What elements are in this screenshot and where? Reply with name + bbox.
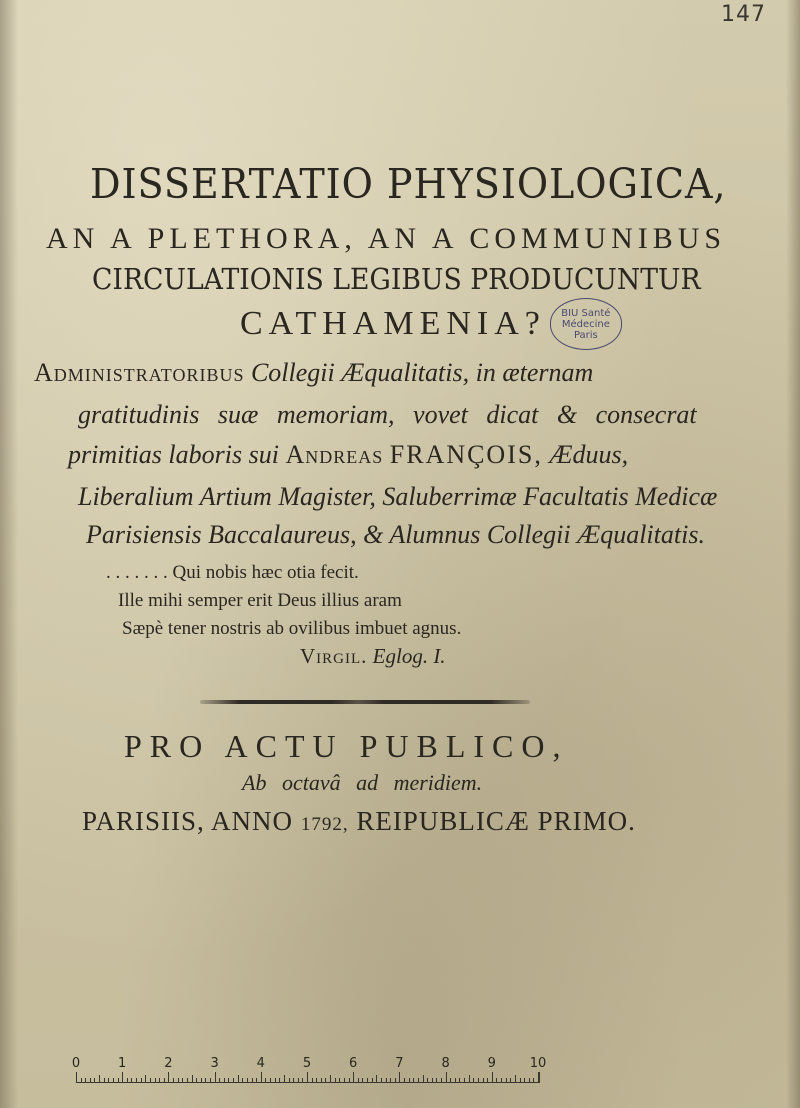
ruler-tick: [159, 1078, 160, 1082]
act-time: Ab octavâ ad meridiem.: [242, 770, 483, 795]
ruler-tick: [515, 1075, 516, 1082]
ruler-tick: [192, 1075, 193, 1082]
title-line-2: AN A PLETHORA, AN A COMMUNIBUS: [46, 222, 727, 255]
ruler-tick: [238, 1075, 239, 1082]
ruler-tick: [168, 1072, 169, 1082]
ruler-tick: [265, 1078, 266, 1082]
ruler-tick: [108, 1078, 109, 1082]
ruler-tick: [441, 1078, 442, 1082]
ruler-tick: [113, 1078, 114, 1082]
dedication-forename: Andreas: [285, 440, 384, 469]
ruler-tick: [256, 1078, 257, 1082]
ruler-tick: [349, 1078, 350, 1082]
ruler-tick: [533, 1078, 534, 1082]
ruler-tick: [372, 1078, 373, 1082]
act-place-date: [82, 806, 636, 837]
ruler-tick: [353, 1072, 354, 1082]
ruler-tick: [196, 1078, 197, 1082]
dedication-line-4: Liberalium Artium Magister, Saluberrimæ Facultatis Medicæ: [78, 482, 718, 511]
ruler-label: 2: [164, 1056, 173, 1071]
ruler-label: 9: [487, 1056, 496, 1071]
verse-source: Eglog. I.: [372, 644, 446, 668]
ruler-tick: [432, 1078, 433, 1082]
ruler-label: 8: [441, 1056, 450, 1071]
library-stamp: [550, 298, 622, 350]
act-place: PARISIIS, ANNO: [82, 806, 294, 836]
ruler-tick: [483, 1078, 484, 1082]
ruler-tick: [312, 1078, 313, 1082]
ruler-tick: [228, 1078, 229, 1082]
ruler-tick: [284, 1075, 285, 1082]
verse-line-2: Ille mihi semper erit Deus illius aram: [118, 590, 402, 611]
verse-author: Virgil.: [300, 644, 368, 668]
ruler-tick: [219, 1078, 220, 1082]
ruler-tick: [224, 1078, 225, 1082]
ruler-tick: [446, 1072, 447, 1082]
verse-line-1-text: Qui nobis hæc otia fecit.: [172, 562, 359, 583]
ruler-tick: [182, 1078, 183, 1082]
verse-line-3: Sæpè tener nostris ab ovilibus imbuet agnus.: [122, 618, 462, 639]
dedication-line-2: gratitudinis suæ memoriam, vovet dicat & consecrat: [78, 400, 697, 429]
ruler-tick: [459, 1078, 460, 1082]
dedication-line-5: Parisiensis Baccalaureus, & Alumnus Collegii Æqualitatis.: [86, 520, 705, 549]
dedication-surname: FRANÇOIS,: [389, 440, 543, 469]
ruler-tick: [164, 1078, 165, 1082]
ruler-tick: [215, 1072, 216, 1082]
ruler-tick: [261, 1072, 262, 1082]
ruler-tick: [450, 1078, 451, 1082]
ruler-tick: [316, 1078, 317, 1082]
ruler-tick: [131, 1078, 132, 1082]
ruler-tick: [538, 1072, 539, 1082]
ornamental-rule: [200, 700, 530, 704]
ruler-tick: [362, 1078, 363, 1082]
ruler-tick: [367, 1078, 368, 1082]
ruler-tick: [464, 1078, 465, 1082]
ruler-tick: [187, 1078, 188, 1082]
ruler-tick: [233, 1078, 234, 1082]
ruler-tick: [298, 1078, 299, 1082]
stamp-line-3: Paris: [573, 329, 598, 341]
ruler-tick: [404, 1078, 405, 1082]
ruler-tick: [90, 1078, 91, 1082]
ruler-tick: [289, 1078, 290, 1082]
ruler-tick: [501, 1078, 502, 1082]
ruler-tick: [270, 1078, 271, 1082]
dedication-line-1: [34, 358, 593, 388]
ruler-tick: [418, 1078, 419, 1082]
ruler-tick: [399, 1072, 400, 1082]
ruler-tick: [344, 1078, 345, 1082]
ruler-tick: [205, 1078, 206, 1082]
ruler-tick: [325, 1078, 326, 1082]
scale-ruler: [71, 1056, 547, 1082]
ruler-label: 6: [349, 1056, 358, 1071]
ruler-tick: [330, 1075, 331, 1082]
ruler-tick: [427, 1078, 428, 1082]
ruler-tick: [155, 1078, 156, 1082]
ruler-tick: [478, 1078, 479, 1082]
ruler-tick: [145, 1075, 146, 1082]
dedication-administratoribus: Administratoribus: [34, 358, 245, 387]
ruler-tick: [423, 1075, 424, 1082]
ruler-tick: [376, 1075, 377, 1082]
ruler-label: 1: [118, 1056, 127, 1071]
ruler-tick: [496, 1078, 497, 1082]
ruler-tick: [104, 1078, 105, 1082]
ruler-tick: [302, 1078, 303, 1082]
ruler-tick: [436, 1078, 437, 1082]
title-line-4: CATHAMENIA?: [240, 305, 546, 342]
ruler-tick: [473, 1078, 474, 1082]
ruler-tick: [99, 1075, 100, 1082]
ruler-tick: [210, 1078, 211, 1082]
ruler-tick: [506, 1078, 507, 1082]
dedication-line-1-text: Collegii Æqualitatis, in æternam: [250, 358, 594, 387]
ruler-tick: [242, 1078, 243, 1082]
ruler-tick: [173, 1078, 174, 1082]
title-line-1: DISSERTATIO PHYSIOLOGICA,: [90, 160, 727, 208]
ruler-tick: [469, 1075, 470, 1082]
dedication-line-3-text-a: primitias laboris sui: [68, 440, 279, 469]
ruler-tick: [529, 1078, 530, 1082]
act-year: 1792,: [300, 814, 349, 835]
ruler-tick: [339, 1078, 340, 1082]
ruler-label: 7: [395, 1056, 404, 1071]
ruler-tick: [247, 1078, 248, 1082]
ruler-tick: [390, 1078, 391, 1082]
ruler-tick: [524, 1078, 525, 1082]
ruler-tick: [335, 1078, 336, 1082]
ruler-tick: [127, 1078, 128, 1082]
ruler-label: 5: [302, 1056, 312, 1071]
ruler-tick: [487, 1078, 488, 1082]
ruler-tick: [492, 1072, 493, 1082]
ruler-label: 10: [529, 1056, 547, 1071]
ruler-tick: [85, 1078, 86, 1082]
act-republic-year: REIPUBLICÆ PRIMO.: [356, 806, 636, 836]
stamp-line-2: Médecine: [561, 318, 610, 330]
ruler-tick: [201, 1078, 202, 1082]
ruler-tick: [275, 1078, 276, 1082]
page-edge-shadow-left: [0, 0, 18, 1108]
ruler-label: 4: [256, 1056, 265, 1071]
ruler-label: 3: [210, 1056, 219, 1071]
ruler-tick: [386, 1078, 387, 1082]
ruler-label: 0: [71, 1056, 81, 1071]
ruler-tick: [413, 1078, 414, 1082]
ruler-tick: [178, 1078, 179, 1082]
ruler-tick: [321, 1078, 322, 1082]
ruler-tick: [409, 1078, 410, 1082]
dedication-line-3: [68, 440, 628, 470]
verse-line-1: [106, 562, 359, 584]
verse-ellipsis: . . . . . . .: [106, 562, 168, 583]
ruler-tick: [307, 1072, 308, 1082]
title-line-4-row: [240, 298, 622, 350]
dedication-line-3-text-b: Æduus,: [549, 440, 629, 469]
ruler-tick: [293, 1078, 294, 1082]
ruler-tick: [252, 1078, 253, 1082]
ruler-tick: [150, 1078, 151, 1082]
ruler-tick: [520, 1078, 521, 1082]
ruler-tick: [76, 1072, 77, 1082]
ruler-tick: [455, 1078, 456, 1082]
ruler-tick: [279, 1078, 280, 1082]
ruler-tick: [81, 1078, 82, 1082]
ruler-tick: [118, 1078, 119, 1082]
ruler-tick: [136, 1078, 137, 1082]
title-line-3: CIRCULATIONIS LEGIBUS PRODUCUNTUR: [92, 262, 701, 296]
shelfmark: 147: [721, 2, 766, 27]
ruler-tick: [94, 1078, 95, 1082]
ruler-tick: [122, 1072, 123, 1082]
ruler-tick: [381, 1078, 382, 1082]
stamp-line-1: BIU Santé: [561, 307, 611, 319]
act-heading: PRO ACTU PUBLICO,: [124, 728, 569, 764]
ruler-tick: [510, 1078, 511, 1082]
ruler-tick: [141, 1078, 142, 1082]
ruler-tick: [358, 1078, 359, 1082]
verse-attribution: [300, 644, 446, 669]
ruler-tick: [395, 1078, 396, 1082]
page-edge-shadow-right: [786, 0, 800, 1108]
